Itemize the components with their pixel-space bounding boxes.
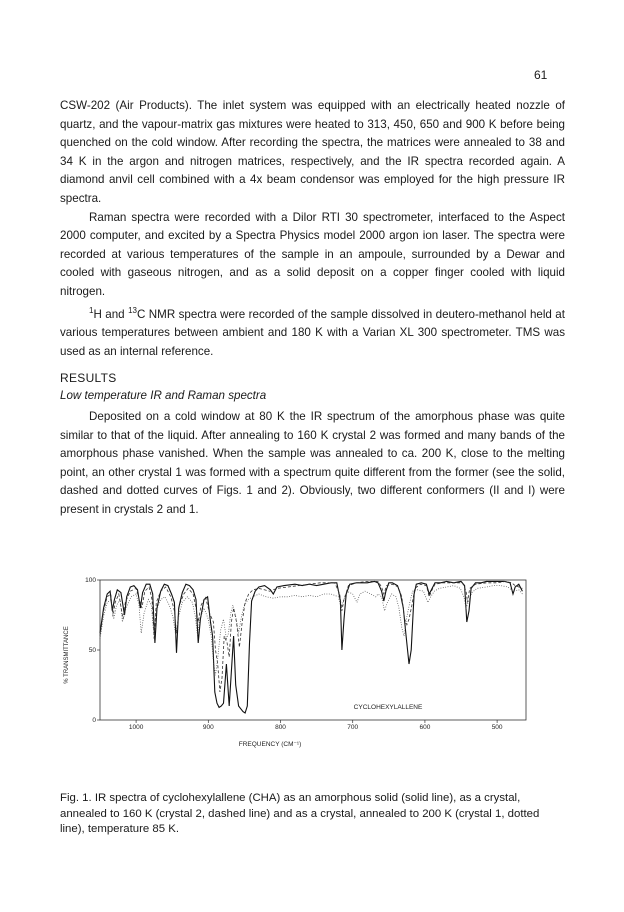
nmr-text-1: H and [93, 307, 129, 321]
methods-text [60, 97, 565, 361]
nmr-sup-13c: 13 [128, 305, 137, 315]
y-tick-label: 0 [92, 717, 96, 724]
page-number: 61 [534, 68, 548, 82]
x-tick-label: 500 [491, 724, 503, 731]
y-tick-label: 100 [85, 577, 96, 584]
x-tick-label: 700 [347, 724, 359, 731]
chart-axes [100, 580, 526, 720]
subsection-heading: Low temperature IR and Raman spectra [60, 389, 267, 402]
paragraph-nmr-method [60, 302, 565, 362]
y-axis-label: % TRANSMITTANCE [64, 626, 70, 684]
y-tick-label: 50 [88, 647, 96, 654]
nmr-sup-1h: 1 [89, 305, 94, 315]
ir-spectrum-chart [60, 560, 540, 760]
paragraph-results: Deposited on a cold window at 80 K the IR spectrum of the amorphous phase was quite similar to that of the liquid. After annealing to 160 K crystal 2 was formed and many bands of the amorphous phase vanished. When the sample was annealed to ca. 200 K, close to the melting point, an other crystal 1 was formed with a spectrum quite different from the former (see the solid, dashed and dotted curves of Figs. 1 and 2). Obviously, two different conformers (II and I) were present in crystals 2 and 1. [60, 410, 565, 516]
nmr-text-2: C NMR spectra were recorded of the sample dissolved in deutero-methanol held at various temperatures between ambient and 180 K with a Varian XL 300 spectrometer. TMS was used as an internal reference. [60, 307, 565, 358]
figure-caption: Fig. 1. IR spectra of cyclohexylallene (CHA) as an amorphous solid (solid line), as a crystal, annealed to 160 K (crystal 2, dashed line) and as a crystal, annealed to 200 K (crystal 1, dotted line), temperature 85 K. [60, 792, 540, 836]
x-tick-label: 900 [202, 724, 214, 731]
figure-ir-spectra [60, 560, 540, 760]
x-tick-label: 1000 [128, 724, 144, 731]
chart-curves [100, 581, 522, 713]
x-tick-label: 600 [419, 724, 431, 731]
series-dashed-line [100, 581, 522, 692]
chart-annotation: CYCLOHEXYLALLENE [353, 704, 423, 711]
series-solid-line [100, 581, 522, 713]
paragraph-ir-method: CSW-202 (Air Products). The inlet system was equipped with an electrically heated nozzle of quartz, and the vapour-matrix gas mixtures were heated to 313, 450, 650 and 900 K before being quenched on the cold window. After recording the spectra, the matrices were annealed to 38 and 34 K in the argon and nitrogen matrices, respectively, and the IR spectra recorded again. A diamond anvil cell combined with a 4x beam condensor was employed for the high pressure IR spectra. [60, 99, 565, 205]
section-heading-results: RESULTS [60, 371, 117, 385]
series-dotted-line [100, 586, 522, 676]
paragraph-raman-method: Raman spectra were recorded with a Dilor RTI 30 spectrometer, interfaced to the Aspect 2000 computer, and excited by a Spectra Physics model 2000 argon ion laser. The spectra were recorded at various temperatures of the sample in an ampoule, surrounded by a Dewar and cooled with gaseous nitrogen, and as a solid deposit on a copper finger cooled with liquid nitrogen. [60, 210, 565, 298]
x-tick-label: 800 [275, 724, 286, 731]
chart-ticks [85, 577, 503, 731]
plot-frame [100, 580, 526, 720]
x-axis-label: FREQUENCY (CM⁻¹) [238, 741, 302, 748]
